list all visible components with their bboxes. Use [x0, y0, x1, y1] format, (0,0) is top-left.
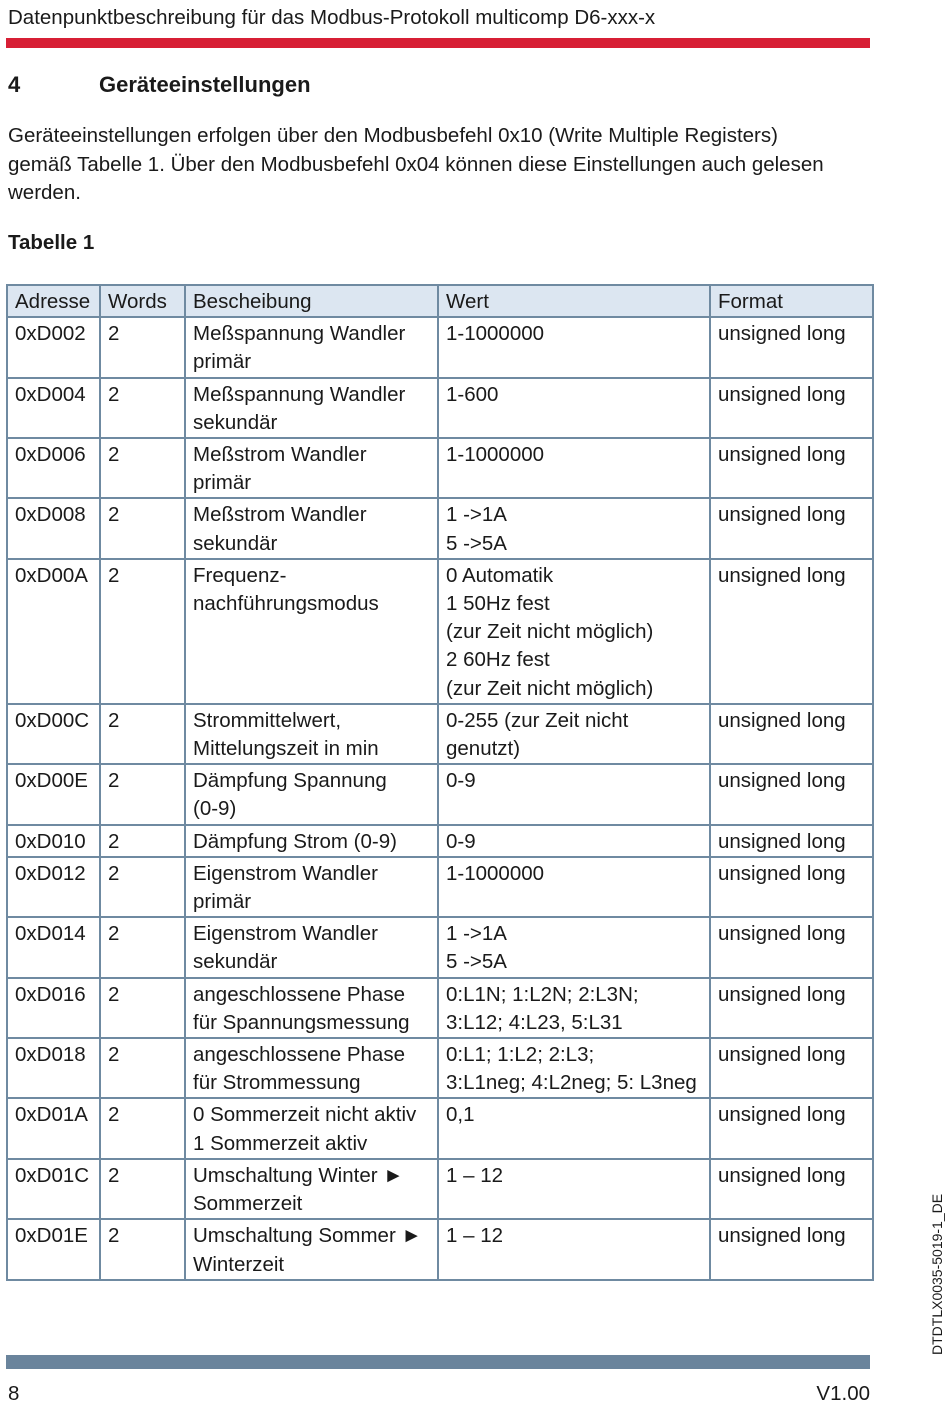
cell-address: 0xD002 — [7, 317, 100, 377]
cell-description-line: Meßspannung Wandler — [193, 382, 406, 406]
column-header-value: Wert — [438, 285, 710, 317]
cell-value-line: 5 ->5A — [446, 531, 507, 555]
cell-address: 0xD018 — [7, 1038, 100, 1098]
cell-address: 0xD01C — [7, 1159, 100, 1219]
footer-rule — [6, 1355, 870, 1369]
table-row — [7, 559, 873, 704]
cell-value-line: (zur Zeit nicht möglich) — [446, 620, 654, 644]
document-id: DTDTLX0035-5019-1_DE — [929, 1193, 945, 1355]
cell-value — [438, 498, 710, 558]
cell-description-line: Mittelungszeit in min — [193, 737, 379, 761]
intro-line: Geräteeinstellungen erfolgen über den Modbusbefehl 0x10 (Write Multiple Registers) — [8, 124, 778, 147]
cell-value-line: 1-1000000 — [446, 322, 545, 346]
intro-line: werden. — [8, 181, 81, 204]
cell-description-line: für Spannungsmessung — [193, 1010, 410, 1034]
cell-description-line: Meßspannung Wandler — [193, 322, 406, 346]
cell-words: 2 — [100, 917, 185, 977]
cell-description — [185, 438, 438, 498]
cell-words: 2 — [100, 1038, 185, 1098]
cell-address: 0xD010 — [7, 825, 100, 857]
cell-description-line: angeschlossene Phase — [193, 982, 405, 1006]
cell-format: unsigned long — [710, 1038, 873, 1098]
cell-address: 0xD01E — [7, 1219, 100, 1279]
cell-description — [185, 857, 438, 917]
cell-description — [185, 1038, 438, 1098]
cell-words: 2 — [100, 1159, 185, 1219]
cell-description-line: nachführungsmodus — [193, 592, 379, 616]
cell-format: unsigned long — [710, 978, 873, 1038]
document-header-title: Datenpunktbeschreibung für das Modbus-Protokoll multicomp D6-xxx-x — [8, 6, 656, 29]
table-row — [7, 378, 873, 438]
cell-description — [185, 378, 438, 438]
cell-address: 0xD008 — [7, 498, 100, 558]
cell-value-line: 3:L12; 4:L23, 5:L31 — [446, 1010, 623, 1034]
table-row — [7, 1098, 873, 1158]
cell-format: unsigned long — [710, 559, 873, 704]
table-header-row — [7, 285, 873, 317]
cell-address: 0xD016 — [7, 978, 100, 1038]
table-row — [7, 704, 873, 764]
cell-format: unsigned long — [710, 1219, 873, 1279]
cell-value-line: (zur Zeit nicht möglich) — [446, 676, 654, 700]
cell-value-line: 0:L1; 1:L2; 2:L3; — [446, 1043, 595, 1067]
cell-value-line: 0,1 — [446, 1103, 475, 1127]
cell-description — [185, 498, 438, 558]
table-row — [7, 764, 873, 824]
cell-value — [438, 825, 710, 857]
cell-value — [438, 764, 710, 824]
cell-value-line: 0-9 — [446, 769, 476, 793]
intro-paragraph — [8, 122, 878, 208]
cell-address: 0xD00E — [7, 764, 100, 824]
cell-address: 0xD006 — [7, 438, 100, 498]
cell-words: 2 — [100, 764, 185, 824]
cell-address: 0xD012 — [7, 857, 100, 917]
cell-format: unsigned long — [710, 438, 873, 498]
cell-words: 2 — [100, 1219, 185, 1279]
cell-words: 2 — [100, 378, 185, 438]
cell-value-line: 5 ->5A — [446, 950, 507, 974]
cell-description — [185, 917, 438, 977]
cell-description-line: sekundär — [193, 950, 278, 974]
cell-words: 2 — [100, 978, 185, 1038]
cell-description — [185, 559, 438, 704]
cell-description-line: Umschaltung Sommer ► — [193, 1224, 422, 1248]
cell-description — [185, 1159, 438, 1219]
cell-value-line: 3:L1neg; 4:L2neg; 5: L3neg — [446, 1071, 697, 1095]
cell-description-line: Eigenstrom Wandler — [193, 861, 378, 885]
cell-value-line: 1 ->1A — [446, 503, 507, 527]
table-row — [7, 317, 873, 377]
cell-description-line: 1 Sommerzeit aktiv — [193, 1131, 368, 1155]
cell-address: 0xD01A — [7, 1098, 100, 1158]
cell-format: unsigned long — [710, 764, 873, 824]
table-row — [7, 498, 873, 558]
section-title: Geräteeinstellungen — [99, 72, 311, 97]
cell-description-line: Dämpfung Spannung — [193, 769, 387, 793]
cell-value-line: 0 Automatik — [446, 563, 554, 587]
cell-words: 2 — [100, 498, 185, 558]
cell-description-line: (0-9) — [193, 797, 237, 821]
cell-value — [438, 978, 710, 1038]
cell-format: unsigned long — [710, 1159, 873, 1219]
cell-description-line: 0 Sommerzeit nicht aktiv — [193, 1103, 417, 1127]
cell-value-line: 1 ->1A — [446, 922, 507, 946]
cell-format: unsigned long — [710, 317, 873, 377]
table-row — [7, 978, 873, 1038]
cell-value-line: 2 60Hz fest — [446, 648, 550, 672]
cell-description — [185, 704, 438, 764]
cell-value-line: 1 50Hz fest — [446, 592, 550, 616]
cell-description-line: angeschlossene Phase — [193, 1043, 405, 1067]
cell-value-line: 1 – 12 — [446, 1224, 503, 1248]
cell-description — [185, 1219, 438, 1279]
table-row — [7, 1159, 873, 1219]
cell-format: unsigned long — [710, 857, 873, 917]
cell-description-line: Umschaltung Winter ► — [193, 1163, 404, 1187]
cell-format: unsigned long — [710, 825, 873, 857]
cell-description — [185, 764, 438, 824]
cell-value — [438, 438, 710, 498]
cell-format: unsigned long — [710, 917, 873, 977]
cell-words: 2 — [100, 704, 185, 764]
cell-description-line: sekundär — [193, 410, 278, 434]
cell-value-line: genutzt) — [446, 737, 521, 761]
column-header-words: Words — [100, 285, 185, 317]
cell-value — [438, 857, 710, 917]
cell-words: 2 — [100, 317, 185, 377]
cell-value-line: 1-1000000 — [446, 861, 545, 885]
column-header-address: Adresse — [7, 285, 100, 317]
cell-value-line: 0-9 — [446, 829, 476, 853]
cell-description-line: sekundär — [193, 531, 278, 555]
header-rule — [6, 38, 870, 48]
table-caption: Tabelle 1 — [8, 231, 95, 254]
cell-description-line: für Strommessung — [193, 1071, 361, 1095]
cell-words: 2 — [100, 559, 185, 704]
cell-description — [185, 1098, 438, 1158]
cell-address: 0xD00A — [7, 559, 100, 704]
cell-description-line: Meßstrom Wandler — [193, 443, 367, 467]
cell-description-line: primär — [193, 471, 252, 495]
cell-format: unsigned long — [710, 704, 873, 764]
table-body — [7, 317, 873, 1280]
cell-description-line: Frequenz- — [193, 563, 287, 587]
cell-description — [185, 978, 438, 1038]
table-row — [7, 825, 873, 857]
cell-value — [438, 1038, 710, 1098]
table-row — [7, 1038, 873, 1098]
cell-description-line: Dämpfung Strom (0-9) — [193, 829, 397, 853]
cell-value — [438, 1159, 710, 1219]
table-row — [7, 438, 873, 498]
cell-description-line: primär — [193, 350, 252, 374]
version-label: V1.00 — [816, 1382, 870, 1405]
cell-words: 2 — [100, 438, 185, 498]
cell-description-line: Meßstrom Wandler — [193, 503, 367, 527]
cell-value-line: 1-1000000 — [446, 443, 545, 467]
settings-table — [6, 284, 874, 1281]
cell-address: 0xD004 — [7, 378, 100, 438]
cell-words: 2 — [100, 825, 185, 857]
cell-format: unsigned long — [710, 1098, 873, 1158]
column-header-description: Bescheibung — [185, 285, 438, 317]
cell-value — [438, 317, 710, 377]
cell-value-line: 0:L1N; 1:L2N; 2:L3N; — [446, 982, 639, 1006]
cell-description-line: Eigenstrom Wandler — [193, 922, 378, 946]
cell-words: 2 — [100, 857, 185, 917]
cell-value-line: 1-600 — [446, 382, 499, 406]
cell-words: 2 — [100, 1098, 185, 1158]
page-number: 8 — [8, 1382, 20, 1405]
cell-format: unsigned long — [710, 378, 873, 438]
table-row — [7, 1219, 873, 1279]
cell-value — [438, 1219, 710, 1279]
cell-description-line: primär — [193, 890, 252, 914]
cell-value-line: 0-255 (zur Zeit nicht — [446, 708, 629, 732]
cell-value — [438, 704, 710, 764]
cell-description-line: Sommerzeit — [193, 1192, 303, 1216]
table-row — [7, 917, 873, 977]
cell-address: 0xD014 — [7, 917, 100, 977]
cell-address: 0xD00C — [7, 704, 100, 764]
section-number: 4 — [8, 72, 21, 97]
cell-description — [185, 317, 438, 377]
table-row — [7, 857, 873, 917]
cell-format: unsigned long — [710, 498, 873, 558]
column-header-format: Format — [710, 285, 873, 317]
cell-value-line: 1 – 12 — [446, 1163, 503, 1187]
cell-description-line: Winterzeit — [193, 1252, 285, 1276]
cell-description-line: Strommittelwert, — [193, 708, 342, 732]
cell-value — [438, 917, 710, 977]
cell-description — [185, 825, 438, 857]
cell-value — [438, 1098, 710, 1158]
cell-value — [438, 559, 710, 704]
cell-value — [438, 378, 710, 438]
intro-line: gemäß Tabelle 1. Über den Modbusbefehl 0x04 können diese Einstellungen auch gelesen — [8, 152, 824, 176]
